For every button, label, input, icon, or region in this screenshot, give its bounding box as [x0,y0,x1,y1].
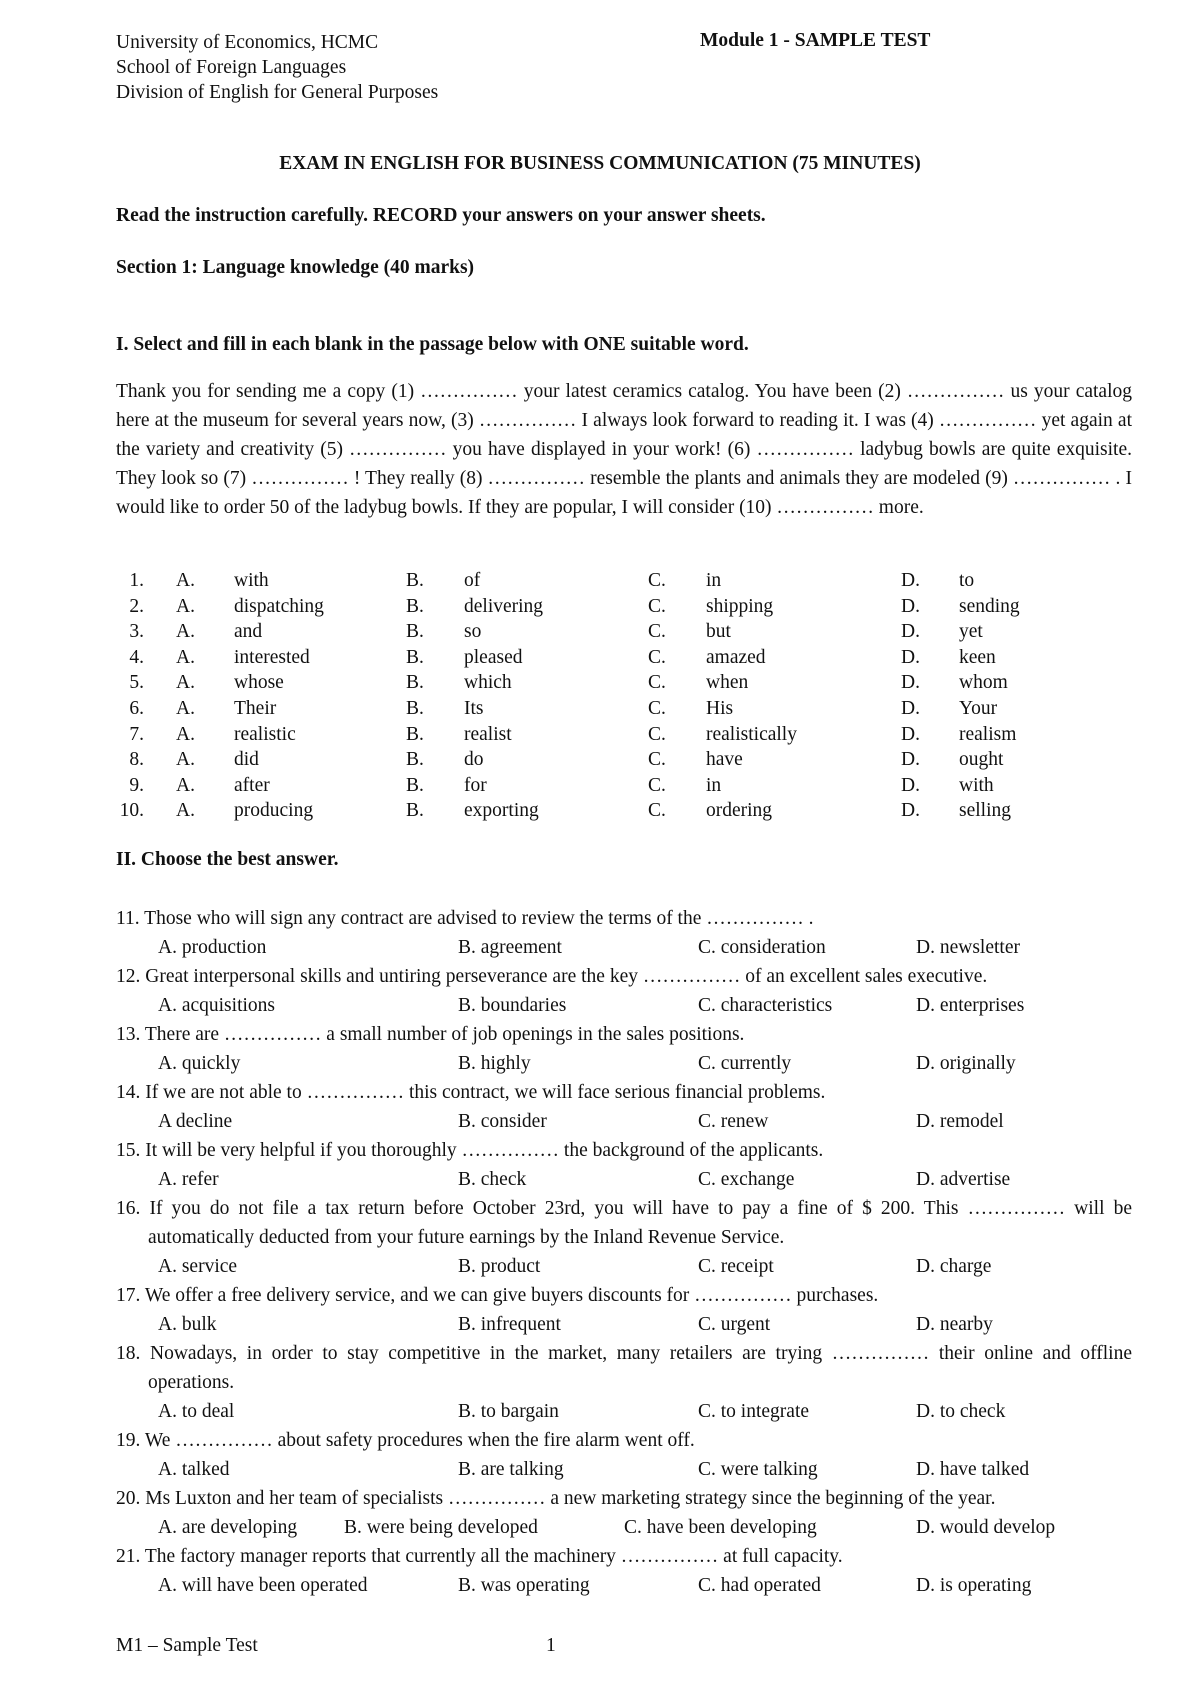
option-letter-b: B. [406,800,424,822]
answer-choices [116,1455,1132,1484]
answer-b: B. check [458,1169,527,1190]
option-number: 9. [129,774,144,796]
question-item [116,904,1132,962]
question-stem: 20. Ms Luxton and her team of specialists …………… a new marketing strategy since the beginning of the year. [116,1488,996,1509]
option-c: shipping [706,595,774,617]
option-c: His [706,697,734,719]
option-b: realist [464,723,512,745]
answer-c: C. renew [698,1111,769,1132]
university-name: University of Economics, HCMC [116,32,379,53]
answer-d: D. newsletter [916,937,1020,958]
option-letter-a: A. [176,570,195,591]
option-letter-d: D. [901,749,920,771]
answer-c: C. exchange [698,1169,795,1190]
section-title: Section 1: Language knowledge (40 marks) [116,257,475,278]
option-a: after [234,774,270,796]
option-d: sending [959,595,1020,617]
option-c: in [706,570,722,591]
option-number: 3. [129,621,144,643]
question-item [116,1542,1132,1600]
option-d: whom [959,672,1008,694]
answer-a: A. bulk [158,1314,217,1335]
option-c: when [706,672,749,694]
option-d: selling [959,800,1011,822]
option-d: realism [959,723,1017,745]
answer-c: C. characteristics [698,995,833,1016]
option-letter-a: A. [176,749,195,771]
module-label: Module 1 - SAMPLE TEST [700,30,931,51]
answer-b: B. are talking [458,1459,564,1480]
option-letter-c: C. [648,646,666,668]
option-letter-b: B. [406,595,424,617]
option-d: keen [959,646,996,668]
question-item [116,1281,1132,1339]
institution-header [116,30,438,105]
option-c: have [706,749,743,771]
option-a: producing [234,800,314,822]
option-c: in [706,774,722,796]
answer-d: D. have talked [916,1459,1030,1480]
answer-choices [116,1049,1132,1078]
option-letter-c: C. [648,595,666,617]
option-letter-a: A. [176,697,195,719]
option-c: but [706,621,731,643]
answer-c: C. receipt [698,1256,774,1277]
answer-d: D. would develop [916,1517,1056,1538]
answer-b: B. to bargain [458,1401,559,1422]
answer-c: C. to integrate [698,1401,810,1422]
answer-d: D. remodel [916,1111,1004,1132]
answer-a: A. service [158,1256,238,1277]
question-stem: 15. It will be very helpful if you thoroughly …………… the background of the applicants. [116,1140,824,1161]
question-stem: 17. We offer a free delivery service, and we can give buyers discounts for …………… purchases. [116,1285,879,1306]
option-number: 4. [129,646,144,668]
answer-c: C. have been developing [624,1517,817,1538]
option-b: so [464,621,482,643]
option-letter-d: D. [901,672,920,694]
answer-b: B. highly [458,1053,531,1074]
option-d: with [959,774,994,796]
cloze-passage: Thank you for sending me a copy (1) …………… your latest ceramics catalog. You have been (2) …………… us your catalog here at the museum for several years now, (3) …………… I always look forward to reading it. I was (4) …………… yet again at the variety and creativity (5) …………… you have displayed in your work! (6) …………… ladybug bowls are quite exquisite. They look so (7) …………… ! They really (8) …………… resemble the plants and animals they are modeled (9) …………… . I would like to order 50 of the ladybug bowls. If they are popular, I will consider (10) …………… more. [116,381,1132,518]
option-letter-d: D. [901,800,920,822]
question-item [116,1194,1132,1281]
option-letter-d: D. [901,697,920,719]
option-a: and [234,621,263,643]
answer-choices [116,1107,1132,1136]
answer-d: D. nearby [916,1314,993,1335]
instruction: Read the instruction carefully. RECORD your answers on your answer sheets. [116,205,766,226]
option-letter-a: A. [176,723,195,745]
option-c: amazed [706,646,766,668]
option-number: 5. [129,672,144,694]
option-letter-b: B. [406,723,424,745]
answer-a: A. talked [158,1459,230,1480]
question-item [116,1078,1132,1136]
answer-choices [116,1571,1132,1600]
answer-choices [116,991,1132,1020]
option-letter-c: C. [648,570,666,591]
question-stem: 21. The factory manager reports that currently all the machinery …………… at full capacity. [116,1546,843,1567]
option-letter-d: D. [901,595,920,617]
option-d: to [959,570,975,591]
option-b: do [464,749,484,771]
option-letter-b: B. [406,697,424,719]
exam-title: EXAM IN ENGLISH FOR BUSINESS COMMUNICATION (75 MINUTES) [279,153,921,174]
option-b: Its [464,697,484,719]
option-b: which [464,672,512,694]
answer-d: D. enterprises [916,995,1025,1016]
option-b: pleased [464,646,523,668]
answer-a: A. production [158,937,267,958]
option-letter-d: D. [901,646,920,668]
option-letter-d: D. [901,570,920,591]
option-number: 10. [119,800,144,822]
option-letter-c: C. [648,749,666,771]
question-stem: 19. We …………… about safety procedures when the fire alarm went off. [116,1430,695,1451]
option-letter-c: C. [648,697,666,719]
answer-c: C. urgent [698,1314,771,1335]
answer-b: B. infrequent [458,1314,561,1335]
answer-c: C. had operated [698,1575,821,1596]
answer-a: A decline [158,1111,233,1132]
option-letter-a: A. [176,672,195,694]
answer-a: A. to deal [158,1401,235,1422]
answer-b: B. was operating [458,1575,590,1596]
answer-d: D. originally [916,1053,1016,1074]
option-d: ought [959,749,1004,771]
division-name: Division of English for General Purposes [116,82,439,103]
option-a: whose [234,672,284,694]
question-stem: 14. If we are not able to …………… this contract, we will face serious financial problems. [116,1082,826,1103]
option-a: interested [234,646,310,668]
question-list [116,904,1132,1600]
option-number: 8. [129,749,144,771]
answer-c: C. currently [698,1053,792,1074]
question-stem: 18. Nowadays, in order to stay competitive in the market, many retailers are trying …………… their online and offline operations. [116,1343,1132,1393]
question-item [116,1339,1132,1426]
option-letter-c: C. [648,800,666,822]
option-a: did [234,749,259,771]
answer-a: A. will have been operated [158,1575,368,1596]
answer-a: A. refer [158,1169,219,1190]
answer-c: C. consideration [698,937,826,958]
answer-choices [116,1513,1132,1542]
answer-d: D. to check [916,1401,1006,1422]
question-item [116,1136,1132,1194]
option-a: Their [234,697,277,719]
footer-label: M1 – Sample Test [116,1635,258,1656]
option-number: 6. [129,697,144,719]
part1-title: I. Select and fill in each blank in the passage below with ONE suitable word. [116,334,749,355]
option-b: of [464,570,481,591]
answer-b: B. consider [458,1111,547,1132]
option-letter-a: A. [176,595,195,617]
answer-b: B. boundaries [458,995,567,1016]
option-number: 7. [129,723,144,745]
question-item [116,1484,1132,1542]
school-name: School of Foreign Languages [116,57,347,78]
answer-b: B. product [458,1256,541,1277]
answer-a: A. are developing [158,1517,298,1538]
answer-b: B. agreement [458,937,562,958]
option-letter-a: A. [176,774,195,796]
part2-title: II. Choose the best answer. [116,849,339,870]
question-item [116,1020,1132,1078]
option-letter-c: C. [648,672,666,694]
option-letter-a: A. [176,646,195,668]
option-a: dispatching [234,595,324,617]
option-letter-d: D. [901,774,920,796]
question-stem: 16. If you do not file a tax return before October 23rd, you will have to pay a fine of $ 200. This …………… will be automatically deducted from your future earnings by the Inland Revenue Service. [116,1198,1132,1248]
answer-a: A. quickly [158,1053,241,1074]
answer-choices [116,933,1132,962]
answer-choices [116,1397,1132,1426]
answer-choices [116,1165,1132,1194]
option-b: for [464,774,487,796]
question-stem: 11. Those who will sign any contract are advised to review the terms of the …………… . [116,908,814,929]
answer-c: C. were talking [698,1459,818,1480]
answer-d: D. charge [916,1256,992,1277]
option-letter-b: B. [406,570,424,591]
answer-d: D. advertise [916,1169,1011,1190]
option-letter-c: C. [648,621,666,643]
page-number: 1 [546,1635,556,1656]
option-letter-b: B. [406,621,424,643]
option-b: exporting [464,800,539,822]
option-letter-a: A. [176,621,195,643]
option-letter-b: B. [406,646,424,668]
option-d: Your [959,697,998,719]
option-c: realistically [706,723,797,745]
option-a: realistic [234,723,296,745]
option-c: ordering [706,800,773,822]
option-letter-c: C. [648,774,666,796]
question-item [116,962,1132,1020]
question-item [116,1426,1132,1484]
answer-d: D. is operating [916,1575,1032,1596]
option-letter-a: A. [176,800,195,822]
question-stem: 13. There are …………… a small number of job openings in the sales positions. [116,1024,745,1045]
option-letter-d: D. [901,723,920,745]
option-letter-d: D. [901,621,920,643]
option-number: 2. [129,595,144,617]
option-letter-b: B. [406,749,424,771]
answer-a: A. acquisitions [158,995,275,1016]
answer-choices [116,1310,1132,1339]
answer-b: B. were being developed [344,1517,538,1538]
answer-choices [116,1252,1132,1281]
option-d: yet [959,621,983,643]
option-a: with [234,570,269,591]
question-stem: 12. Great interpersonal skills and untiring perseverance are the key …………… of an excellent sales executive. [116,966,988,987]
option-b: delivering [464,595,544,617]
option-letter-b: B. [406,672,424,694]
option-number: 1. [129,570,144,591]
option-letter-c: C. [648,723,666,745]
option-letter-b: B. [406,774,424,796]
